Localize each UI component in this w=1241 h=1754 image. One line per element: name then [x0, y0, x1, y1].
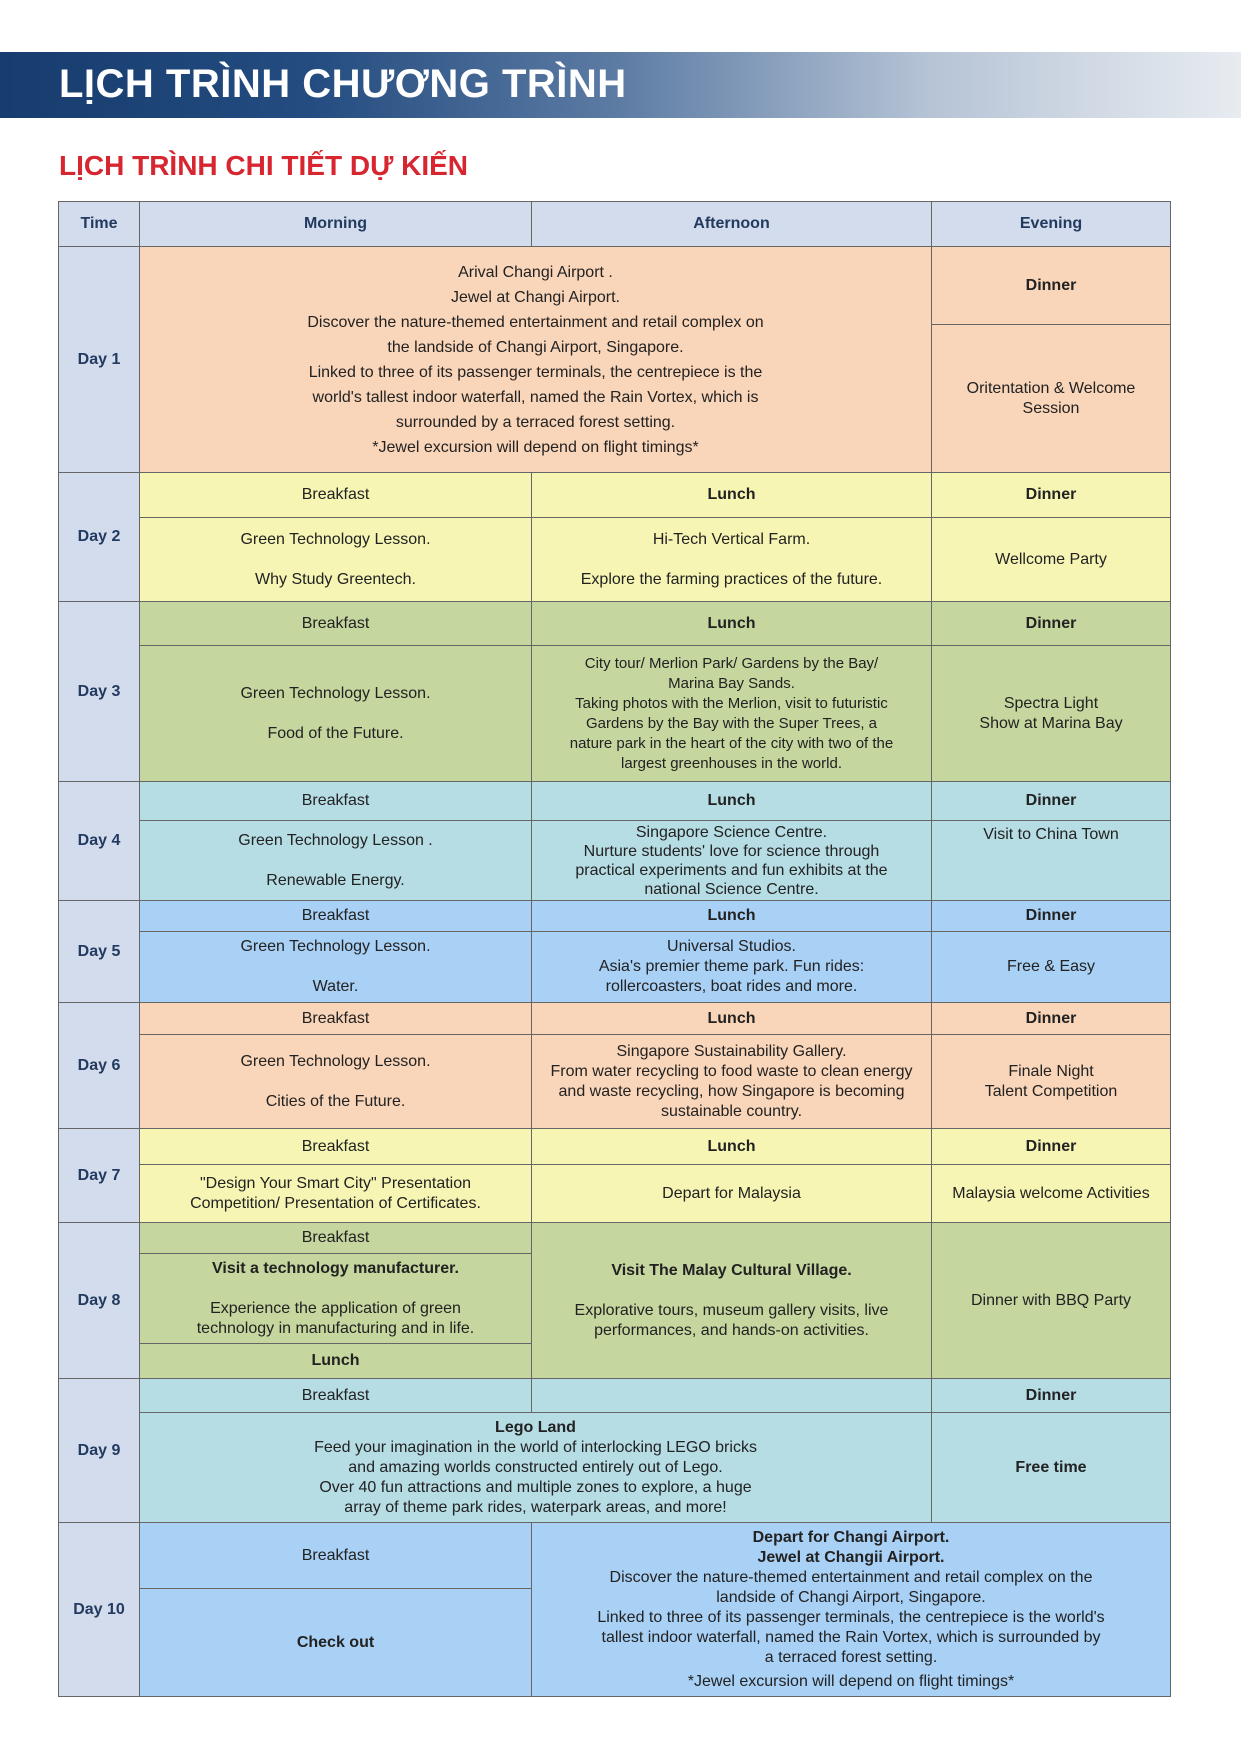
lunch-label: Lunch: [532, 1129, 932, 1165]
day5-evening: Free & Easy: [932, 932, 1171, 1003]
lunch-label: Lunch: [532, 1003, 932, 1035]
day3-evening: Spectra Light Show at Marina Bay: [932, 646, 1171, 782]
dinner-label: Dinner: [932, 247, 1171, 325]
breakfast-label: Breakfast: [140, 1523, 532, 1589]
day10-activity: Depart for Changi Airport. Jewel at Changii Airport. Discover the nature-themed entertainment and retail complex on the landside of Changi Airport, Singapore. Linked to three of its passenger terminals, the centrepiece is the world's tallest indoor waterfall, named the Rain Vortex, which is surrounded by a terraced forest setting. *Jewel excursion will depend on flight timings*: [532, 1523, 1171, 1697]
day6-row: [59, 1003, 1171, 1035]
day3-row: [59, 602, 1171, 646]
day4-row: [59, 782, 1171, 821]
day5-morning: Green Technology Lesson. Water.: [140, 932, 532, 1003]
day9-row: [59, 1379, 1171, 1413]
dinner-label: Dinner: [932, 1379, 1171, 1413]
lunch-label: Lunch: [532, 901, 932, 932]
day2-afternoon: Hi-Tech Vertical Farm. Explore the farming practices of the future.: [532, 518, 932, 602]
page-subtitle: LỊCH TRÌNH CHI TIẾT DỰ KIẾN: [59, 150, 468, 181]
breakfast-label: Breakfast: [140, 901, 532, 932]
day7-afternoon: Depart for Malaysia: [532, 1165, 932, 1223]
col-header-morning: Morning: [140, 202, 532, 247]
day9-evening: Free time: [932, 1413, 1171, 1523]
day4-evening: Visit to China Town: [932, 821, 1171, 901]
dinner-label: Dinner: [932, 1129, 1171, 1165]
col-header-time: Time: [59, 202, 140, 247]
breakfast-label: Breakfast: [140, 1129, 532, 1165]
day8-morning: Visit a technology manufacturer. Experience the application of green technology in manufacturing and in life.: [140, 1254, 532, 1344]
day-label: Day 4: [59, 782, 140, 901]
day5-row: [59, 901, 1171, 932]
header-row: [59, 202, 1171, 247]
day7-evening: Malaysia welcome Activities: [932, 1165, 1171, 1223]
day-label: Day 8: [59, 1223, 140, 1379]
day-label: Day 2: [59, 473, 140, 602]
day-label: Day 1: [59, 247, 140, 473]
day6-morning: Green Technology Lesson. Cities of the Future.: [140, 1035, 532, 1129]
breakfast-label: Breakfast: [140, 602, 532, 646]
breakfast-label: Breakfast: [140, 473, 532, 518]
day4-morning: Green Technology Lesson . Renewable Energy.: [140, 821, 532, 901]
day-label: Day 5: [59, 901, 140, 1003]
day-label: Day 3: [59, 602, 140, 782]
dinner-label: Dinner: [932, 1003, 1171, 1035]
day-label: Day 10: [59, 1523, 140, 1697]
day5-afternoon: Universal Studios. Asia's premier theme park. Fun rides: rollercoasters, boat rides and more.: [532, 932, 932, 1003]
breakfast-label: Breakfast: [140, 782, 532, 821]
day8-evening: Dinner with BBQ Party: [932, 1223, 1171, 1379]
breakfast-label: Breakfast: [140, 1223, 532, 1254]
dinner-label: Dinner: [932, 602, 1171, 646]
day7-morning: "Design Your Smart City" Presentation Competition/ Presentation of Certificates.: [140, 1165, 532, 1223]
day2-evening: Wellcome Party: [932, 518, 1171, 602]
day4-afternoon: Singapore Science Centre. Nurture students' love for science through practical experiments and fun exhibits at the national Science Centre.: [532, 821, 932, 901]
day2-row: [59, 473, 1171, 518]
day8-row: [59, 1223, 1171, 1254]
breakfast-label: Breakfast: [140, 1379, 532, 1413]
day10-checkout: Check out: [140, 1589, 532, 1697]
day-label: Day 6: [59, 1003, 140, 1129]
day1-row: [59, 247, 1171, 325]
day-label: Day 7: [59, 1129, 140, 1223]
lunch-label: Lunch: [532, 782, 932, 821]
day6-afternoon: Singapore Sustainability Gallery. From water recycling to food waste to clean energy and waste recycling, how Singapore is becoming sustainable country.: [532, 1035, 932, 1129]
page-title: LỊCH TRÌNH CHƯƠNG TRÌNH: [59, 62, 627, 106]
day7-row: [59, 1129, 1171, 1165]
schedule-table: [58, 201, 1171, 1697]
dinner-label: Dinner: [932, 782, 1171, 821]
lunch-label: Lunch: [532, 602, 932, 646]
breakfast-label: Breakfast: [140, 1003, 532, 1035]
day1-evening: Oritentation & Welcome Session: [932, 325, 1171, 473]
day2-morning: Green Technology Lesson. Why Study Greentech.: [140, 518, 532, 602]
day1-activity: Arival Changi Airport . Jewel at Changi Airport. Discover the nature-themed entertainment and retail complex on the landside of Changi Airport, Singapore. Linked to three of its passenger terminals, the centrepiece is the world's tallest indoor waterfall, named the Rain Vortex, which is surrounded by a terraced forest setting. *Jewel excursion will depend on flight timings*: [140, 247, 932, 473]
day3-afternoon: City tour/ Merlion Park/ Gardens by the Bay/ Marina Bay Sands. Taking photos with the Merlion, visit to futuristic Gardens by the Bay with the Super Trees, a nature park in the heart of the city with two of the largest greenhouses in the world.: [532, 646, 932, 782]
lunch-label: Lunch: [140, 1344, 532, 1379]
day9-afternoon-empty: [532, 1379, 932, 1413]
col-header-afternoon: Afternoon: [532, 202, 932, 247]
day9-activity: Lego Land Feed your imagination in the world of interlocking LEGO bricks and amazing worlds constructed entirely out of Lego. Over 40 fun attractions and multiple zones to explore, a huge array of theme park rides, waterpark areas, and more!: [140, 1413, 932, 1523]
day10-row: [59, 1523, 1171, 1589]
col-header-evening: Evening: [932, 202, 1171, 247]
day3-morning: Green Technology Lesson. Food of the Future.: [140, 646, 532, 782]
lunch-label: Lunch: [532, 473, 932, 518]
day6-evening: Finale Night Talent Competition: [932, 1035, 1171, 1129]
day-label: Day 9: [59, 1379, 140, 1523]
dinner-label: Dinner: [932, 901, 1171, 932]
dinner-label: Dinner: [932, 473, 1171, 518]
day8-afternoon: Visit The Malay Cultural Village. Explorative tours, museum gallery visits, live performances, and hands-on activities.: [532, 1223, 932, 1379]
